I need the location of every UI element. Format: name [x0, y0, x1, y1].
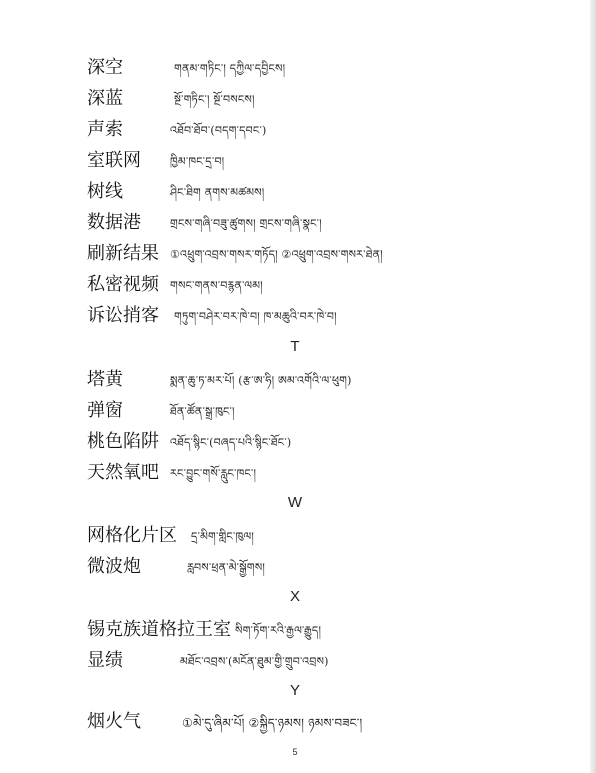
entry-tibetan-translation: སྔོ་གཏིང་། སྔོ་བསངས།: [174, 93, 255, 106]
entry-chinese-term: 桃色陷阱: [87, 431, 159, 452]
entry-tibetan-translation: ①མེ་དུ་ཞིམ་པོ། ②སྐྱིད་ཉམས། ཉམས་བཟང་།: [182, 716, 363, 730]
entry-chinese-term: 天然氧吧: [87, 462, 159, 483]
entry-tibetan-translation: ཐོན་ཚོན་སྒྲ་ཁུང་།: [170, 405, 235, 418]
entry-chinese-term: 烟火气: [87, 711, 141, 732]
entry-chinese-term: 树线: [87, 181, 123, 202]
entry-tibetan-translation: འཐོད་སྙིང་(བཞད་པའི་སྙིང་ཐོང་): [170, 436, 292, 449]
entry-chinese-term: 深蓝: [87, 88, 123, 109]
entry-chinese-term: 诉讼捎客: [87, 305, 159, 326]
entry-chinese-term: 室联网: [87, 150, 141, 171]
section-letter-t: T: [290, 338, 300, 355]
entry-tibetan-translation: དྲ་མིག་གླིང་ཁུལ།: [191, 530, 254, 543]
entry-chinese-term: 弹窗: [87, 400, 123, 421]
entry-tibetan-translation: ཤིང་ཐིག ནགས་མཚམས།: [170, 186, 265, 199]
entry-chinese-term: 刷新结果: [87, 243, 159, 264]
entry-chinese-term: 微波炮: [87, 556, 141, 577]
page-edge: [590, 0, 596, 773]
entry-tibetan-translation: རླབས་ཕྲན་མེ་སྒྱོགས།: [187, 561, 265, 574]
entry-tibetan-translation: ཁྱིམ་ཁང་དྲ་བ།: [170, 155, 225, 168]
entry-chinese-term: 数据港: [87, 212, 141, 233]
entry-tibetan-translation: སིག་ཏོག་རའི་རྒྱལ་རྒྱུད།: [235, 624, 322, 637]
entry-chinese-term: 私密视频: [87, 274, 159, 295]
entry-tibetan-translation: སྨན་ཆུ་ཏ་མར་པོ། (རྩ་ཨ་ཧི། ཨམ་འགོའི་ལ་ཕུག): [170, 374, 352, 387]
entry-tibetan-translation: གསང་གནས་བརྙན་ལམ།: [170, 279, 263, 292]
entry-tibetan-translation: གཏུག་བཤེར་བར་ཁེ་བ། ཁ་མཆུའི་བར་ཁེ་བ།: [174, 310, 337, 323]
entry-tibetan-translation: མཐོང་འབྲས་(མངོན་ཐུམ་གྱི་གྲུབ་འབྲས): [180, 655, 329, 668]
entry-tibetan-translation: ①འཕྲུག་འབྲས་གསར་གཏོད། ②འཕྲུག་འབྲས་གསར་ཐེན།: [170, 248, 383, 261]
entry-chinese-term: 声索: [87, 119, 123, 140]
entry-tibetan-translation: རང་བྱུང་གསོ་རླུང་ཁང་།: [170, 467, 257, 480]
page-number: 5: [292, 747, 298, 757]
entry-chinese-term: 显绩: [87, 650, 123, 671]
entry-chinese-term: 深空: [87, 57, 123, 78]
entry-chinese-term: 塔黄: [87, 369, 123, 390]
entry-tibetan-translation: འཐོབ་ཐོབ་(བདག་དབང་): [170, 124, 267, 137]
section-letter-w: W: [287, 494, 303, 511]
entry-chinese-term: 网格化片区: [87, 525, 177, 546]
entry-tibetan-translation: གནམ་གཏིང་། དཀྱིལ་དབྱིངས།: [174, 62, 286, 75]
entry-tibetan-translation: གྲངས་གཞི་བཟུ་ཚུགས། གྲངས་གཞི་སྣང་།: [170, 217, 322, 230]
section-letter-y: Y: [289, 682, 300, 699]
entry-chinese-term: 锡克族道格拉王室: [87, 619, 231, 640]
section-letter-x: X: [289, 588, 300, 605]
